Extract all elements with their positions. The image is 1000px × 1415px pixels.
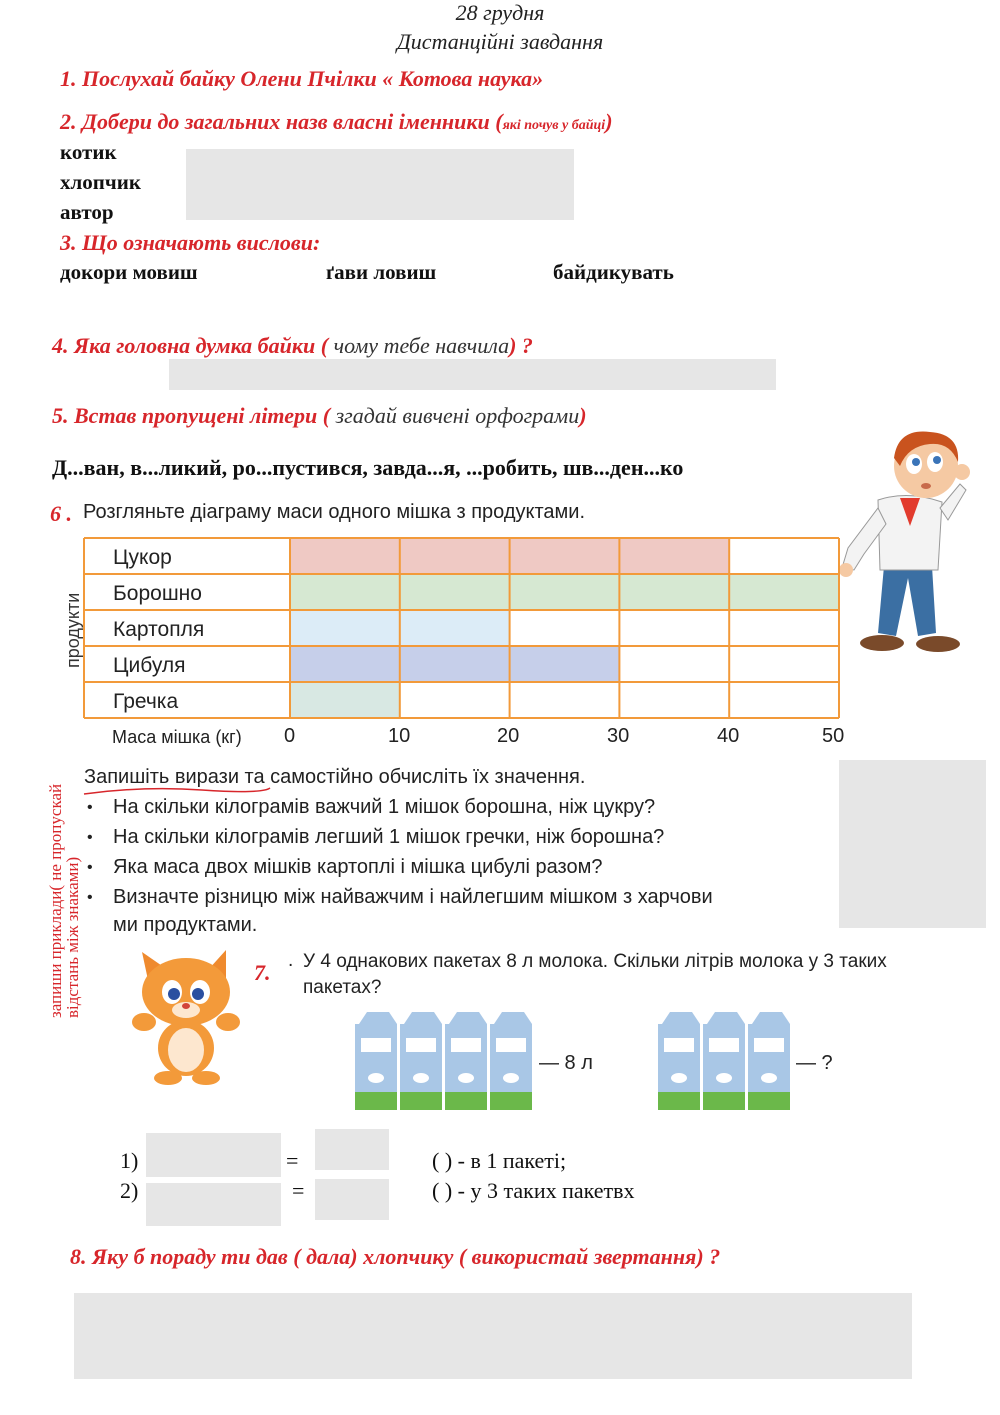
phrase-2: ґави ловиш — [326, 260, 437, 284]
label-8l: — 8 л — [539, 1052, 593, 1074]
x-tick-0: 0 — [284, 725, 296, 747]
task-7-number: 7. — [254, 960, 271, 985]
label-question: — ? — [796, 1052, 833, 1074]
task-1: 1. Послухай байку Олени Пчілки « Котова наука» — [60, 66, 544, 91]
question-4: Визначте різницю між найважчим і найлегшим мішком з харчови — [113, 886, 713, 908]
phrase-3: байдикувать — [553, 260, 674, 284]
task-2-close: ) — [605, 109, 613, 134]
y-axis-label: продукти — [63, 592, 83, 668]
milk-carton — [490, 1012, 532, 1110]
question-2: На скільки кілограмів легший 1 мішок гречки, ніж борошна? — [113, 826, 665, 848]
eq-line2-text: ( ) - у 3 таких пакетвх — [432, 1178, 635, 1203]
bullet-1: • — [87, 799, 93, 816]
x-tick-20: 20 — [497, 725, 520, 747]
row-label-hrechka: Гречка — [113, 690, 179, 713]
x-axis-label: Маса мішка (кг) — [112, 727, 242, 747]
task-2-note: які почув у байці — [502, 118, 606, 133]
eq-line1-num: 1) — [120, 1148, 139, 1173]
phrase-1: докори мовиш — [60, 260, 198, 284]
task-6-prompt: Розгляньте діаграму маси одного мішка з продуктами. — [83, 501, 586, 523]
task-5-note: згадай вивчені орфограми — [330, 403, 580, 428]
eq1-result-field[interactable] — [315, 1129, 389, 1170]
milk-group-4 — [355, 1012, 535, 1112]
answer-field-task8[interactable] — [74, 1293, 912, 1379]
word-kotyk: котик — [60, 140, 117, 164]
question-1: На скільки кілограмів важчий 1 мішок борошна, ніж цукру? — [113, 796, 656, 818]
row-label-boroshno: Борошно — [113, 582, 202, 605]
task-7-prompt-line2: пакетах? — [303, 977, 382, 998]
answer-field-task4[interactable] — [169, 359, 776, 390]
bar-2 — [290, 574, 839, 610]
task-4-text: 4. Яка головна думка байки ( — [52, 333, 329, 358]
x-tick-10: 10 — [388, 725, 411, 747]
row-label-tsukor: Цукор — [113, 546, 172, 569]
milk-group-3 — [658, 1012, 798, 1112]
task-4-note: чому тебе навчила — [328, 333, 510, 358]
word-avtor: автор — [60, 200, 114, 224]
task-6-number: 6 . — [50, 501, 72, 526]
word-khlopchyk: хлопчик — [60, 170, 141, 194]
date-heading: 28 грудня — [455, 0, 545, 25]
task-2-text: 2. Добери до загальних назв власні іменники ( — [60, 109, 503, 134]
eq2-expression-field[interactable] — [146, 1183, 281, 1226]
bullet-2: • — [87, 829, 93, 846]
page-title: Дистанційні завдання — [396, 29, 604, 54]
milk-carton — [748, 1012, 790, 1110]
bullet-4: • — [87, 889, 93, 906]
task-5-close: ) — [579, 403, 587, 428]
side-note: запиши приклади( не пропускай відстань між знаками) — [46, 783, 82, 1018]
question-3: Яка маса двох мішків картоплі і мішка цибулі разом? — [113, 856, 603, 878]
bar-5 — [290, 682, 400, 718]
task-4-close: ) ? — [509, 333, 533, 358]
eq1-expression-field[interactable] — [146, 1133, 281, 1177]
milk-carton — [400, 1012, 442, 1110]
x-tick-30: 30 — [607, 725, 630, 747]
eq-line1-text: ( ) - в 1 пакеті; — [432, 1148, 567, 1173]
x-tick-40: 40 — [717, 725, 740, 747]
question-4-cont: ми продуктами. — [113, 914, 258, 936]
task-5-words: Д...ван, в...ликий, ро...пустився, завда...я, ...робить, шв...ден...ко — [52, 455, 684, 480]
eq2-result-field[interactable] — [315, 1179, 389, 1220]
task-2 — [60, 109, 613, 135]
x-tick-50: 50 — [822, 725, 845, 747]
task-8: 8. Яку б пораду ти дав ( дала) хлопчику ( використай звертання) ? — [70, 1244, 721, 1269]
boy-illustration — [838, 428, 988, 660]
eq1-equals: = — [286, 1148, 299, 1173]
milk-carton — [703, 1012, 745, 1110]
task-7-dot: . — [288, 950, 294, 971]
boy-legs — [860, 566, 960, 652]
row-label-kartoplia: Картопля — [113, 618, 205, 641]
cat-illustration — [128, 950, 243, 1090]
answer-field-task2[interactable] — [186, 149, 574, 220]
bullet-3: • — [87, 859, 93, 876]
task-5 — [52, 403, 587, 429]
eq2-equals: = — [292, 1178, 305, 1203]
task-5-text: 5. Встав пропущені літери ( — [52, 403, 331, 428]
task-6-instruction: Запишіть вирази та самостійно обчисліть їх значення. — [84, 766, 586, 788]
task-3: 3. Що означають вислови: — [60, 230, 321, 255]
milk-carton — [445, 1012, 487, 1110]
row-label-tsybulia: Цибуля — [113, 654, 186, 677]
milk-carton — [355, 1012, 397, 1110]
milk-carton — [658, 1012, 700, 1110]
eq-line2-num: 2) — [120, 1178, 139, 1203]
answer-field-task6[interactable] — [839, 760, 986, 928]
task-7-prompt-line1: У 4 однакових пакетах 8 л молока. Скільки літрів молока у 3 таких — [303, 951, 887, 972]
task-4 — [52, 333, 533, 359]
bar-4 — [290, 646, 619, 682]
